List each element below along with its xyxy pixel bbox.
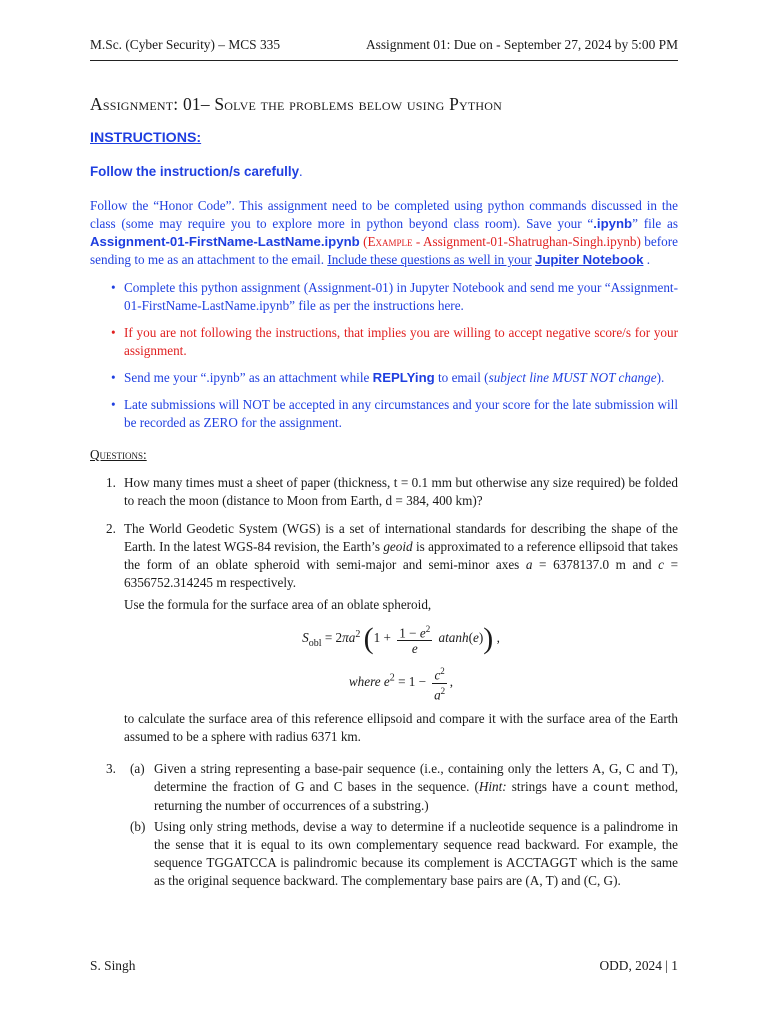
list-item: • Late submissions will NOT be accepted in any circumstances and your score for the late submission will be recorded as ZERO for the assignment. [124, 396, 678, 432]
example-filename: - Assignment-01-Shatrughan-Singh.ipynb) [412, 234, 641, 249]
example-label: Example [367, 234, 413, 249]
list-item: • If you are not following the instructions, that implies you are willing to accept negative score/s for your assignment. [124, 324, 678, 360]
question-1: 1. How many times must a sheet of paper (thickness, t = 0.1 mm but otherwise any size required) be folded to reach the moon (distance to Moon from Earth, d = 384, 400 km)? [106, 475, 678, 508]
oblate-spheroid-formula: $S_{obl} = 2\pi a^2$ (1 + $\frac{1 - e^2}{e}$ atanh(e)) , [302, 622, 500, 657]
running-footer [90, 957, 678, 975]
instructions-heading: INSTRUCTIONS: [90, 130, 202, 146]
follow-instructions-line: Follow the instruction/s carefully. [90, 164, 303, 179]
list-item: • Send me your “.ipynb” as an attachment while REPLYing to email (subject line MUST NOT change). [124, 369, 678, 387]
questions-heading: Questions: [90, 447, 147, 462]
header-due-date: Assignment 01: Due on - September 27, 2024 by 5:00 PM [365, 37, 678, 52]
instruction-bullets [90, 279, 678, 432]
formula-intro: Use the formula for the surface area of an oblate spheroid, [124, 597, 432, 612]
question-3b: (b) Using only string methods, devise a way to determine if a nucleotide sequence is a palindrome in the sense that it is equal to its own complementary sequence read backward. For example, the sequence TGGATCCA is palindromic because its complement is ACCTAGGT which is the same as the original sequence backward. The complementary base pairs are (A, T) and (C, G). [130, 819, 678, 889]
header-course: M.Sc. (Cyber Security) – MCS 335 [90, 37, 281, 52]
footer-author: S. Singh [90, 958, 136, 973]
filename-format: Assignment-01-FirstName-LastName.ipynb [90, 234, 360, 249]
question-3a: (a) Given a string representing a base-pair sequence (i.e., containing only the letters A, G, C and T), determine the fraction of G and C bases in the sequence. (Hint: strings have a count method, returning the number of occurrences of a substring.) [130, 761, 678, 814]
question-2-task: to calculate the surface area of this reference ellipsoid and compare it with the surface area of the Earth assumed to be a sphere with radius 6371 km. [124, 711, 678, 745]
honor-code-paragraph: Follow the “Honor Code”. This assignment need to be completed using python commands discussed in the class (some may require you to explore more in python beyond class room). Save your “.ipynb” file as Assignment-01-FirstName-LastName.ipynb (Example - Assignment-01-Shatrughan-Singh.ipynb) before sending to me as an attachment to the email. Include these questions as well in your Jupiter Notebook . [90, 198, 678, 267]
eccentricity-formula: where $e^2 = 1$ − $\frac{c^2}{a^2}$ , [348, 666, 454, 703]
footer-page-number: ODD, 2024 | 1 [599, 958, 678, 973]
follow-bold: Follow the instruction/s carefully [90, 164, 300, 179]
running-header [90, 36, 678, 61]
assignment-title: Assignment: 01– Solve the problems below using Python [90, 94, 502, 114]
question-3: 3. (a) Given a string representing a base-pair sequence (i.e., containing only the letters A, G, C and T), determine the fraction of G and C bases in the sequence. (Hint: strings have a count method, returning the number of occurrences of a substring.) (b) Using only string methods, devise a way to determine if a nucleotide sequence is a palindrome in the sense that it is equal to its own complementary sequence read backward. For example, the sequence TGGATCCA is palindromic because its complement is ACCTAGGT which is the same as the original sequence backward. The complementary base pairs are (A, T) and (C, G). [106, 761, 678, 889]
list-item: • Complete this python assignment (Assignment-01) in Jupyter Notebook and send me your “Assignment-01-FirstName-LastName.ipynb” file as per the instructions here. [124, 279, 678, 315]
question-2: 2. The World Geodetic System (WGS) is a set of international standards for describing the shape of the Earth. In the latest WGS-84 revision, the Earth’s geoid is approximated to a reference ellipsoid that takes the form of an oblate spheroid with semi-major and semi-minor axes a = 6378137.0 m and c = 6356752.314245 m respectively. Use the formula for the surface area of an oblate spheroid, $S_{obl} = 2\pi a^2$ (1 + $\frac{1 - e^2}{e}$ atanh(e)) , where $e^2 = 1$ − $\frac{c^2}{a^2}$ , to calculate the surface area of this reference ellipsoid and compare it with the surface area of the Earth assumed to be a sphere with radius 6371 km. [106, 521, 679, 745]
document-page [90, 36, 678, 890]
jupiter-notebook-label: Jupiter Notebook [534, 252, 644, 267]
